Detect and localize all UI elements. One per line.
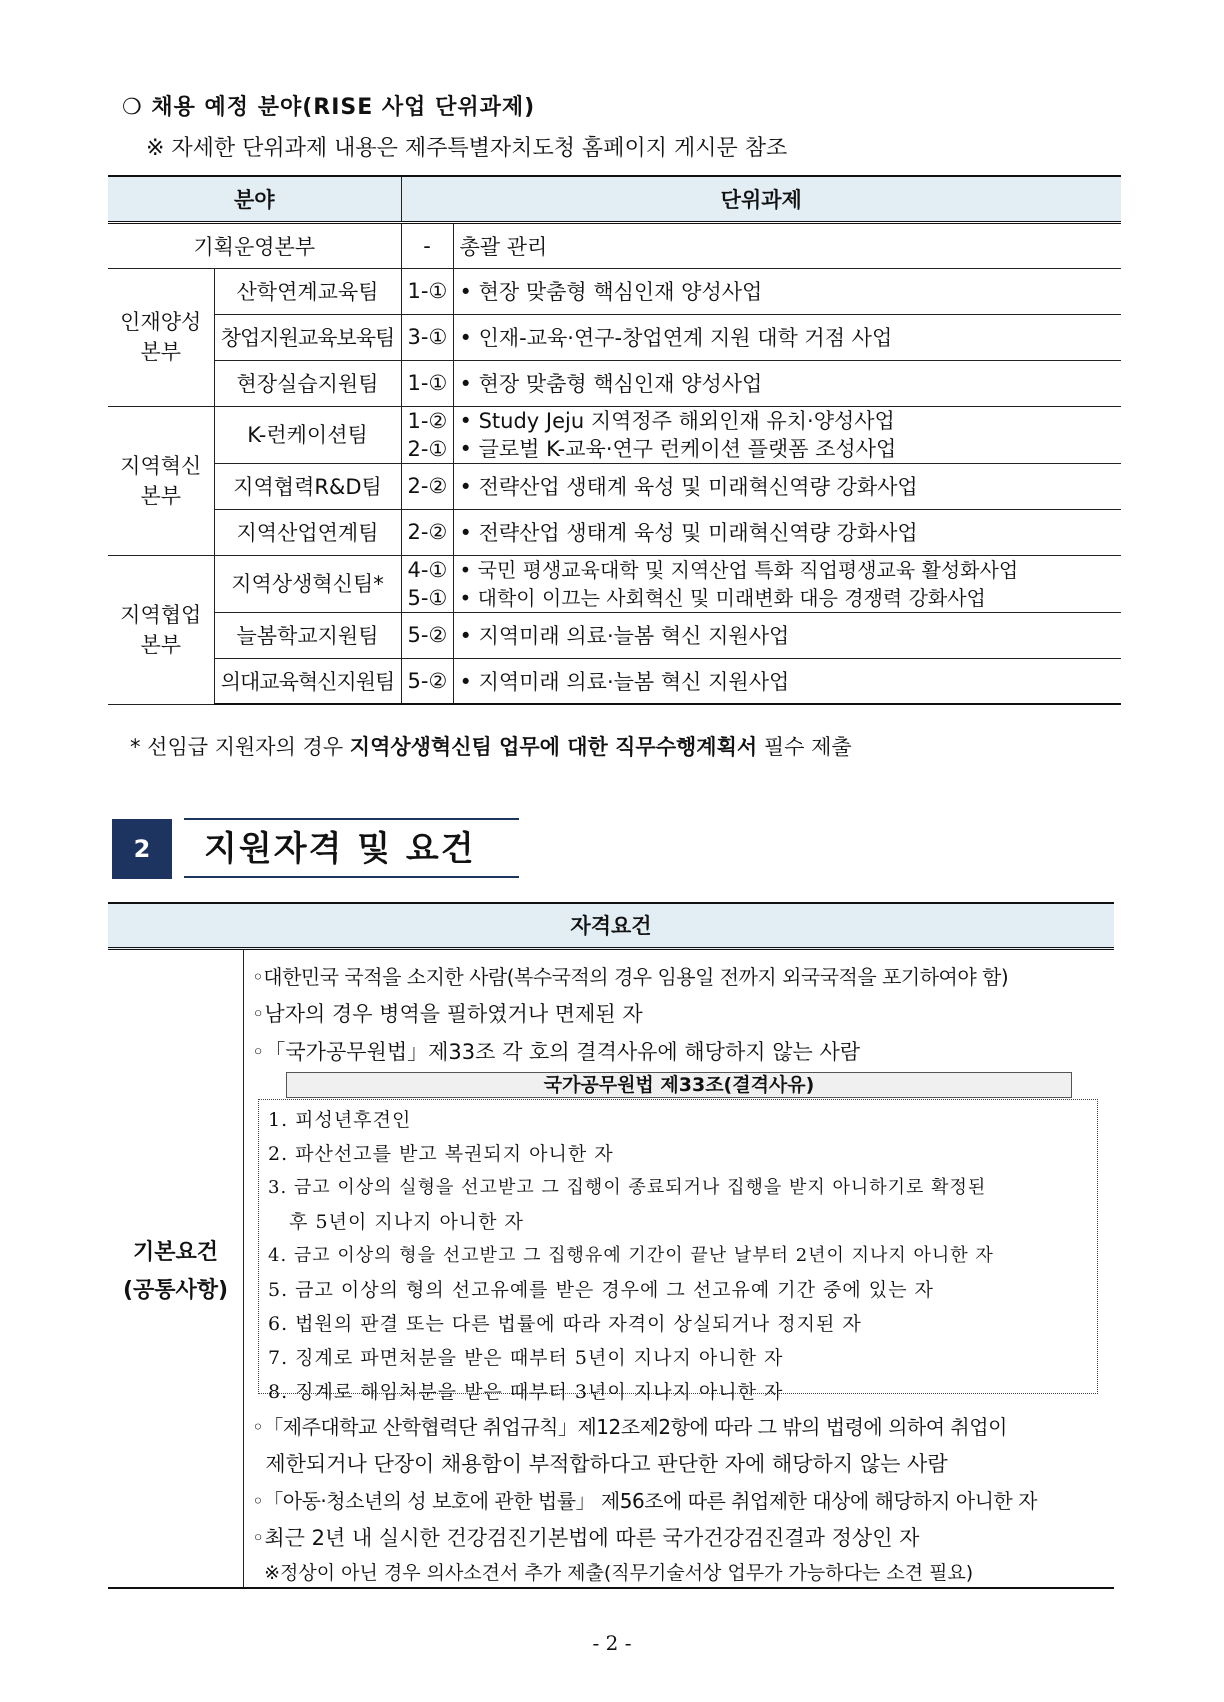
task-cell: • 지역미래 의료·늘봄 혁신 지원사업 <box>453 612 1121 658</box>
table-row <box>108 406 1121 463</box>
footnote-text: 필수 제출 <box>757 735 852 759</box>
code-text: 2-① <box>407 436 448 461</box>
code-cell: 5-② <box>401 612 453 658</box>
task-text: • 글로벌 K-교육·연구 런케이션 플랫폼 조성사업 <box>459 436 897 461</box>
task-text: • 대학이 이끄는 사회혁신 및 미래변화 대응 경쟁력 강화사업 <box>459 585 986 610</box>
table-row <box>108 268 1121 314</box>
task-cell: 총괄 관리 <box>453 222 1121 268</box>
team-cell: 지역산업연계팀 <box>214 509 401 555</box>
requirement-line: ◦「국가공무원법」제33조 각 호의 결격사유에 해당하지 않는 사람 <box>252 1040 861 1064</box>
table-row <box>108 360 1121 406</box>
team-cell: 산학연계교육팀 <box>214 268 401 314</box>
table-row <box>108 658 1121 704</box>
requirement-line: ◦「아동·청소년의 성 보호에 관한 법률」 제56조에 따른 취업제한 대상에 해당하지 아니한 자 <box>252 1489 1037 1513</box>
code-text: 4-① <box>407 557 448 582</box>
code-cell <box>401 555 453 612</box>
section-heading: ❍ 채용 예정 분야(RISE 사업 단위과제) <box>122 95 536 120</box>
task-cell: • 현장 맞춤형 핵심인재 양성사업 <box>453 268 1121 314</box>
group-cell <box>108 406 214 555</box>
law-item: 7. 징계로 파면처분을 받은 때부터 5년이 지나지 아니한 자 <box>268 1347 784 1369</box>
code-cell <box>401 406 453 463</box>
section-number: 2 <box>112 819 172 879</box>
table-row <box>108 463 1121 509</box>
table-row <box>108 555 1121 612</box>
group-cell <box>108 555 214 704</box>
task-text: • Study Jeju 지역정주 해외인재 유치·양성사업 <box>459 408 895 433</box>
code-cell: 5-② <box>401 658 453 704</box>
task-cell: • 지역미래 의료·늘봄 혁신 지원사업 <box>453 658 1121 704</box>
group-label: 인재양성 <box>120 310 202 334</box>
requirement-line: ◦남자의 경우 병역을 필하였거나 면제된 자 <box>252 1002 643 1026</box>
law-item: 2. 파산선고를 받고 복권되지 아니한 자 <box>268 1143 614 1165</box>
requirements-header: 자격요건 <box>108 902 1114 950</box>
task-cell <box>453 555 1121 612</box>
law-item: 4. 금고 이상의 형을 선고받고 그 집행유예 기간이 끝난 날부터 2년이 지나지 아니한 자 <box>268 1245 994 1266</box>
law-item: 6. 법원의 판결 또는 다른 법률에 따라 자격이 상실되거나 정지된 자 <box>268 1313 862 1335</box>
task-cell: • 전략산업 생태계 육성 및 미래혁신역량 강화사업 <box>453 509 1121 555</box>
category-label: (공통사항) <box>122 1278 229 1303</box>
page-number: - 2 - <box>592 1631 632 1655</box>
team-cell: 지역협력R&D팀 <box>214 463 401 509</box>
category-label: 기본요건 <box>132 1240 218 1265</box>
requirement-line: 제한되거나 단장이 채용함이 부적합하다고 판단한 자에 해당하지 않는 사람 <box>252 1452 948 1476</box>
table-row <box>108 509 1121 555</box>
code-text: 5-① <box>407 585 448 610</box>
task-cell: • 현장 맞춤형 핵심인재 양성사업 <box>453 360 1121 406</box>
group-label: 본부 <box>140 340 182 364</box>
col-task-header: 단위과제 <box>401 176 1121 222</box>
group-label: 본부 <box>140 483 182 508</box>
requirements-category <box>108 950 244 1587</box>
group-label: 본부 <box>140 632 182 657</box>
code-text: 1-② <box>407 408 448 433</box>
dept-cell: 기획운영본부 <box>108 222 401 268</box>
footnote-text: * 선임급 지원자의 경우 <box>130 735 350 759</box>
code-cell: - <box>401 222 453 268</box>
law-item: 5. 금고 이상의 형의 선고유예를 받은 경우에 그 선고유예 기간 중에 있는 자 <box>268 1279 934 1301</box>
footnote <box>130 731 852 761</box>
table-bottom-rule <box>108 1587 1114 1589</box>
team-cell: 늘봄학교지원팀 <box>214 612 401 658</box>
section-title: 지원자격 및 요건 <box>184 818 519 878</box>
group-label: 지역혁신 <box>120 453 202 478</box>
team-cell: 의대교육혁신지원팀 <box>214 658 401 704</box>
code-cell: 1-① <box>401 360 453 406</box>
group-label: 지역협업 <box>120 602 202 627</box>
code-cell: 1-① <box>401 268 453 314</box>
team-cell: K-런케이션팀 <box>214 406 401 463</box>
law-item: 1. 피성년후견인 <box>268 1109 412 1131</box>
task-cell <box>453 406 1121 463</box>
task-table <box>108 175 1121 705</box>
footnote-emphasis: 지역상생혁신팀 업무에 대한 직무수행계획서 <box>349 735 758 759</box>
law-item: 8. 징계로 해임처분을 받은 때부터 3년이 지나지 아니한 자 <box>268 1381 784 1403</box>
law-item: 후 5년이 지나지 아니한 자 <box>268 1211 524 1233</box>
law-box-title: 국가공무원법 제33조(결격사유) <box>286 1072 1072 1098</box>
requirement-line: ◦최근 2년 내 실시한 건강검진기본법에 따른 국가건강검진결과 정상인 자 <box>252 1526 920 1550</box>
group-cell <box>108 268 214 406</box>
requirement-line: ◦대한민국 국적을 소지한 사람(복수국적의 경우 임용일 전까지 외국국적을 포기하여야 함) <box>252 965 1009 989</box>
task-text: • 국민 평생교육대학 및 지역산업 특화 직업평생교육 활성화사업 <box>459 557 1019 582</box>
reference-note: ※ 자세한 단위과제 내용은 제주특별자치도청 홈페이지 게시문 참조 <box>146 136 788 161</box>
table-row <box>108 222 1121 268</box>
requirement-line: ◦「제주대학교 산학협력단 취업규칙」제12조제2항에 따라 그 밖의 법령에 의하여 취업이 <box>252 1415 1007 1439</box>
table-row <box>108 612 1121 658</box>
team-cell: 지역상생혁신팀* <box>214 555 401 612</box>
task-cell: • 인재-교육·연구-창업연계 지원 대학 거점 사업 <box>453 314 1121 360</box>
code-cell: 2-② <box>401 509 453 555</box>
table-row <box>108 314 1121 360</box>
team-cell: 현장실습지원팀 <box>214 360 401 406</box>
team-cell: 창업지원교육보육팀 <box>214 314 401 360</box>
requirement-note: ※정상이 아닌 경우 의사소견서 추가 제출(직무기술서상 업무가 가능하다는 소견 필요) <box>252 1562 974 1584</box>
law-item: 3. 금고 이상의 실형을 선고받고 그 집행이 종료되거나 집행을 받지 아니하기로 확정된 <box>268 1177 987 1198</box>
code-cell: 3-① <box>401 314 453 360</box>
col-field-header: 분야 <box>108 176 401 222</box>
code-cell: 2-② <box>401 463 453 509</box>
task-cell: • 전략산업 생태계 육성 및 미래혁신역량 강화사업 <box>453 463 1121 509</box>
